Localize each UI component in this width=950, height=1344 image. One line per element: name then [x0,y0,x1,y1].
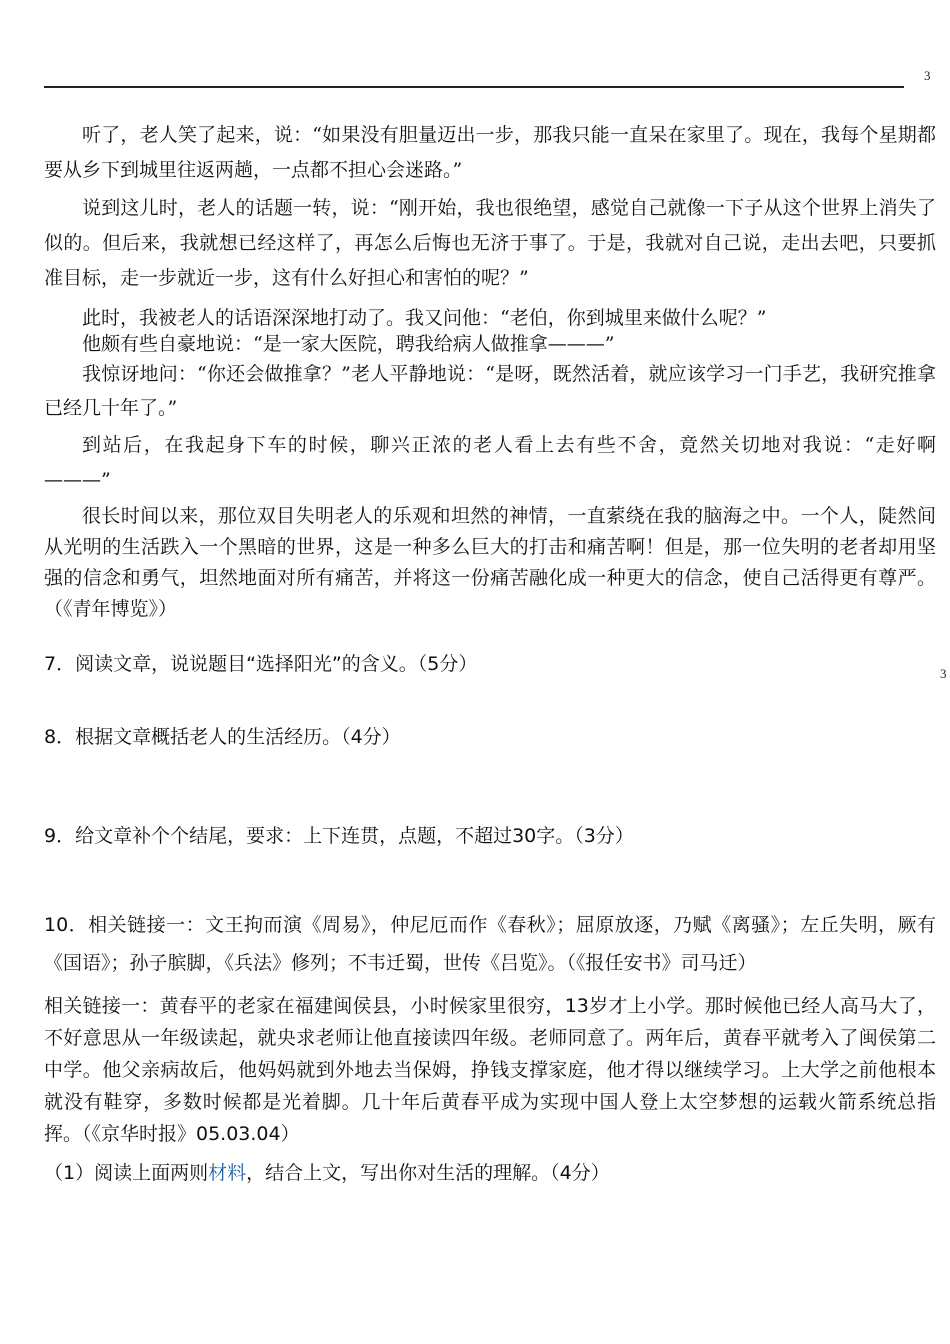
paragraph: 说到这儿时，老人的话题一转，说：“刚开始，我也很绝望，感觉自己就像一下子从这个世界上消失了似的。但后来，我就想已经这样了，再怎么后悔也无济于事了。于是，我就对自己说，走出去吧，只要抓准目标，走一步就近一步，这有什么好担心和害怕的呢？” [44,197,936,289]
paragraph: 我惊讶地问：“你还会做推拿？”老人平静地说：“是呀，既然活着，就应该学习一门手艺，我研究推拿已经几十年了。” [44,363,936,419]
document-body [44,118,936,1191]
paragraph: 听了，老人笑了起来，说：“如果没有胆量迈出一步，那我只能一直呆在家里了。现在，我每个星期都要从乡下到城里往返两趟，一点都不担心会迷路。” [44,124,936,181]
question-8: 8．根据文章概括老人的生活经历。（4分） [44,726,401,748]
question-7: 7．阅读文章，说说题目“选择阳光”的含义。（5分） [44,653,478,675]
sub-question-text: （1）阅读上面两则 [44,1162,209,1184]
page-number: 3 [924,68,931,83]
paragraph: 到站后，在我起身下车的时候，聊兴正浓的老人看上去有些不舍，竟然关切地对我说：“走好啊———” [44,434,936,491]
header-rule [44,86,904,88]
margin-page-number: 3 [940,666,947,681]
material-link[interactable]: 材料 [208,1162,247,1184]
paragraph: 他颇有些自豪地说：“是一家大医院，聘我给病人做推拿———” [82,333,615,355]
question-10-link-2: 相关链接一：黄春平的老家在福建闽侯县，小时候家里很穷，13岁才上小学。那时候他已经人高马大了，不好意思从一年级读起，就央求老师让他直接读四年级。老师同意了。两年后，黄春平就考入了闽侯第二中学。他父亲病故后，他妈妈就到外地去当保姆，挣钱支撑家庭，他才得以继续学习。上大学之前他根本就没有鞋穿，多数时候都是光着脚。几十年后黄春平成为实现中国人登上太空梦想的运载火箭系统总指挥。（《京华时报》05.03.04） [44,995,936,1145]
paragraph: 此时，我被老人的话语深深地打动了。我又问他：“老伯，你到城里来做什么呢？” [82,307,767,329]
paragraph: 很长时间以来，那位双目失明老人的乐观和坦然的神情，一直萦绕在我的脑海之中。一个人，陡然间从光明的生活跌入一个黑暗的世界，这是一种多么巨大的打击和痛苦啊！但是，那一位失明的老者却用坚强的信念和勇气，坦然地面对所有痛苦，并将这一份痛苦融化成一种更大的信念，使自己活得更有尊严。（《青年博览》） [44,505,936,620]
sub-question-text: ，结合上文，写出你对生活的理解。（4分） [246,1162,610,1184]
question-10-link-1: 10．相关链接一：文王拘而演《周易》，仲尼厄而作《春秋》；屈原放逐，乃赋《离骚》；左丘失明，厥有《国语》；孙子膑脚，《兵法》修列；不韦迁蜀，世传《吕览》。（《报任安书》司马迁） [44,914,936,974]
question-10-sub-1 [44,1156,936,1191]
question-9: 9．给文章补个个结尾，要求：上下连贯，点题，不超过30字。（3分） [44,825,634,847]
